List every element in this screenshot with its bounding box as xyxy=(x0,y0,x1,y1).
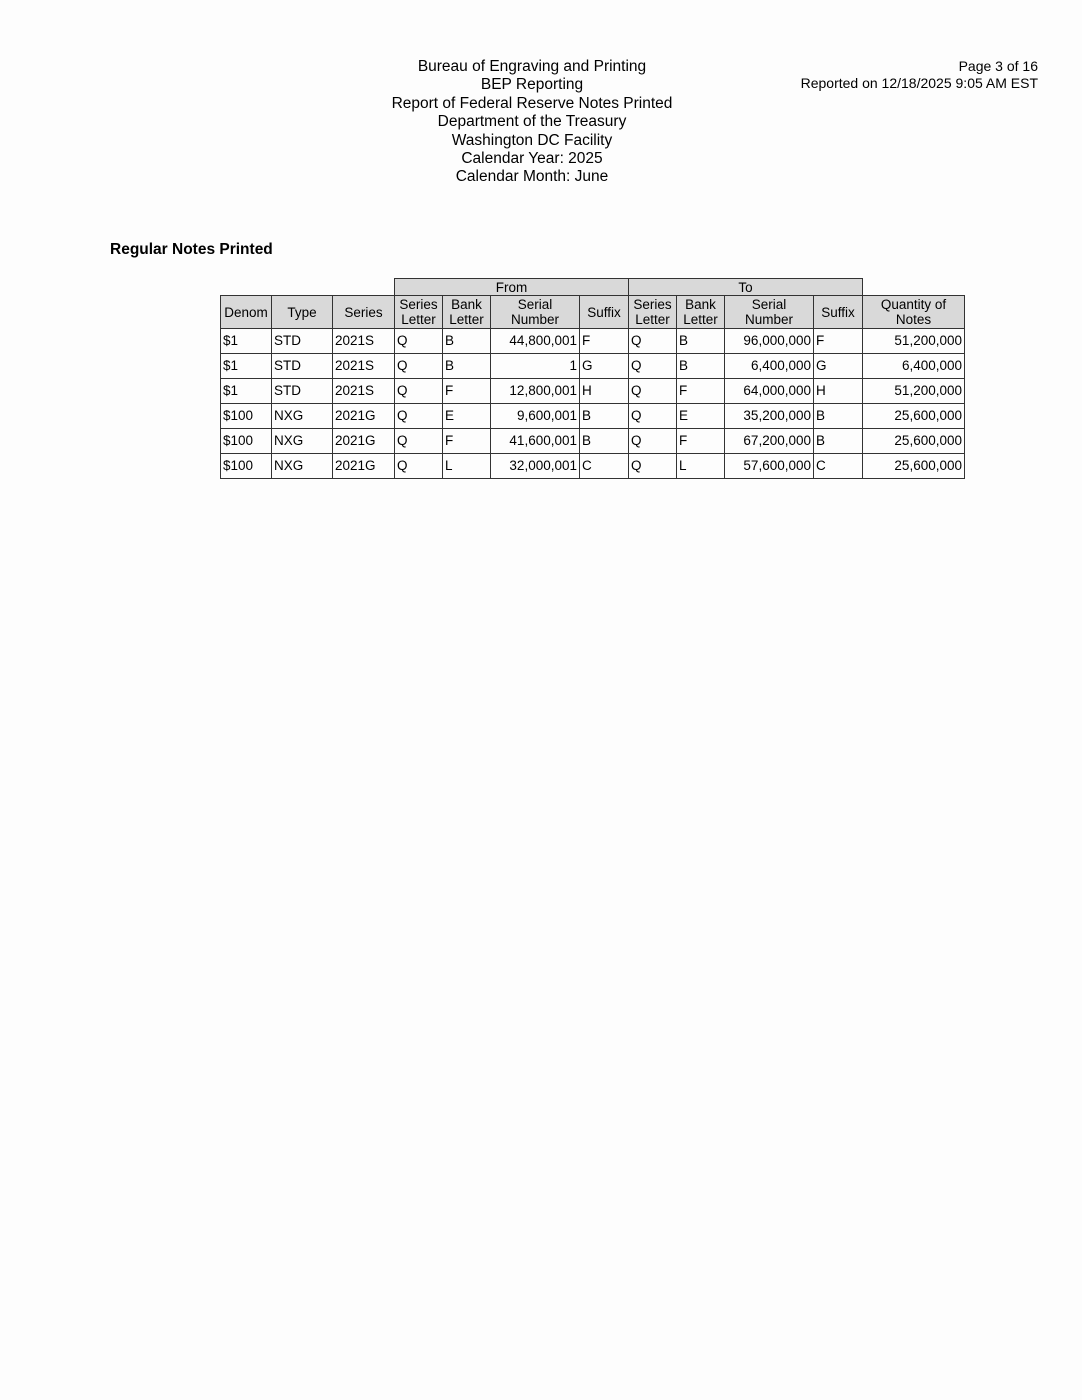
col-header-to-series-letter: Series Letter xyxy=(629,296,677,329)
cell-type: NXG xyxy=(272,404,333,429)
cell-to-series-letter: Q xyxy=(629,354,677,379)
cell-denom: $100 xyxy=(221,404,272,429)
cell-quantity: 25,600,000 xyxy=(863,404,965,429)
cell-from-series-letter: Q xyxy=(395,354,443,379)
col-header-from-bank-letter: Bank Letter xyxy=(443,296,491,329)
cell-from-suffix: H xyxy=(580,379,629,404)
header-line-department: Department of the Treasury xyxy=(437,113,627,131)
header-line-agency: Bureau of Engraving and Printing xyxy=(417,58,647,75)
cell-from-bank-letter: F xyxy=(443,379,491,404)
cell-to-serial: 35,200,000 xyxy=(725,404,814,429)
cell-to-bank-letter: B xyxy=(677,329,725,354)
group-header-to: To xyxy=(629,279,863,296)
group-header-from: From xyxy=(395,279,629,296)
cell-to-suffix: H xyxy=(814,379,863,404)
cell-to-bank-letter: F xyxy=(677,429,725,454)
col-header-to-bank-letter: Bank Letter xyxy=(677,296,725,329)
cell-to-suffix: C xyxy=(814,454,863,479)
table-row xyxy=(221,429,965,454)
col-header-quantity: Quantity of Notes xyxy=(863,296,965,329)
cell-to-series-letter: Q xyxy=(629,429,677,454)
col-header-denom: Denom xyxy=(221,296,272,329)
col-header-to-suffix: Suffix xyxy=(814,296,863,329)
table-row xyxy=(221,379,965,404)
cell-denom: $1 xyxy=(221,379,272,404)
cell-to-series-letter: Q xyxy=(629,329,677,354)
header-line-system: BEP Reporting xyxy=(480,76,584,94)
cell-from-serial: 1 xyxy=(491,354,580,379)
cell-denom: $100 xyxy=(221,429,272,454)
cell-denom: $1 xyxy=(221,354,272,379)
cell-denom: $1 xyxy=(221,329,272,354)
cell-series: 2021S xyxy=(333,329,395,354)
table-row xyxy=(221,454,965,479)
cell-to-series-letter: Q xyxy=(629,454,677,479)
col-header-from-serial-number: Serial Number xyxy=(491,296,580,329)
cell-quantity: 51,200,000 xyxy=(863,329,965,354)
cell-to-serial: 57,600,000 xyxy=(725,454,814,479)
cell-series: 2021S xyxy=(333,354,395,379)
cell-from-bank-letter: E xyxy=(443,404,491,429)
table-column-header-row xyxy=(221,296,965,329)
table-row xyxy=(221,354,965,379)
header-line-year: Calendar Year: 2025 xyxy=(461,150,603,168)
cell-to-serial: 96,000,000 xyxy=(725,329,814,354)
cell-from-serial: 9,600,001 xyxy=(491,404,580,429)
cell-from-bank-letter: L xyxy=(443,454,491,479)
cell-to-bank-letter: F xyxy=(677,379,725,404)
cell-quantity: 25,600,000 xyxy=(863,429,965,454)
cell-from-suffix: B xyxy=(580,429,629,454)
cell-type: STD xyxy=(272,329,333,354)
cell-from-series-letter: Q xyxy=(395,404,443,429)
table-group-header-row xyxy=(221,279,965,296)
report-timestamp: Reported on 12/18/2025 9:05 AM EST xyxy=(800,74,1038,91)
cell-from-suffix: B xyxy=(580,404,629,429)
cell-to-series-letter: Q xyxy=(629,379,677,404)
cell-to-serial: 64,000,000 xyxy=(725,379,814,404)
report-header xyxy=(332,58,732,187)
cell-from-series-letter: Q xyxy=(395,429,443,454)
cell-from-suffix: G xyxy=(580,354,629,379)
cell-from-suffix: C xyxy=(580,454,629,479)
cell-quantity: 6,400,000 xyxy=(863,354,965,379)
section-title: Regular Notes Printed xyxy=(110,241,273,258)
cell-from-serial: 32,000,001 xyxy=(491,454,580,479)
group-spacer xyxy=(221,279,395,296)
cell-to-bank-letter: L xyxy=(677,454,725,479)
col-header-from-suffix: Suffix xyxy=(580,296,629,329)
cell-from-serial: 44,800,001 xyxy=(491,329,580,354)
cell-to-suffix: G xyxy=(814,354,863,379)
table-row xyxy=(221,329,965,354)
cell-series: 2021G xyxy=(333,429,395,454)
cell-to-series-letter: Q xyxy=(629,404,677,429)
header-line-report-title: Report of Federal Reserve Notes Printed xyxy=(391,94,673,112)
col-header-series: Series xyxy=(333,296,395,329)
table-row xyxy=(221,404,965,429)
cell-series: 2021S xyxy=(333,379,395,404)
cell-type: STD xyxy=(272,354,333,379)
cell-from-bank-letter: B xyxy=(443,354,491,379)
page-number: Page 3 of 16 xyxy=(958,58,1038,74)
cell-quantity: 51,200,000 xyxy=(863,379,965,404)
notes-table xyxy=(220,278,965,479)
cell-from-serial: 41,600,001 xyxy=(491,429,580,454)
cell-to-suffix: B xyxy=(814,429,863,454)
header-line-month: Calendar Month: June xyxy=(455,168,609,186)
cell-to-serial: 67,200,000 xyxy=(725,429,814,454)
cell-from-suffix: F xyxy=(580,329,629,354)
cell-to-bank-letter: B xyxy=(677,354,725,379)
cell-series: 2021G xyxy=(333,454,395,479)
cell-from-bank-letter: F xyxy=(443,429,491,454)
cell-to-suffix: F xyxy=(814,329,863,354)
cell-to-bank-letter: E xyxy=(677,404,725,429)
cell-type: NXG xyxy=(272,454,333,479)
cell-type: NXG xyxy=(272,429,333,454)
cell-from-series-letter: Q xyxy=(395,379,443,404)
col-header-to-serial-number: Serial Number xyxy=(725,296,814,329)
header-line-facility: Washington DC Facility xyxy=(451,131,613,149)
col-header-from-series-letter: Series Letter xyxy=(395,296,443,329)
cell-from-series-letter: Q xyxy=(395,454,443,479)
cell-series: 2021G xyxy=(333,404,395,429)
cell-from-bank-letter: B xyxy=(443,329,491,354)
page-info xyxy=(801,58,1038,91)
col-header-type: Type xyxy=(272,296,333,329)
cell-quantity: 25,600,000 xyxy=(863,454,965,479)
cell-to-suffix: B xyxy=(814,404,863,429)
cell-type: STD xyxy=(272,379,333,404)
cell-to-serial: 6,400,000 xyxy=(725,354,814,379)
cell-denom: $100 xyxy=(221,454,272,479)
cell-from-serial: 12,800,001 xyxy=(491,379,580,404)
cell-from-series-letter: Q xyxy=(395,329,443,354)
group-spacer-right xyxy=(863,279,965,296)
